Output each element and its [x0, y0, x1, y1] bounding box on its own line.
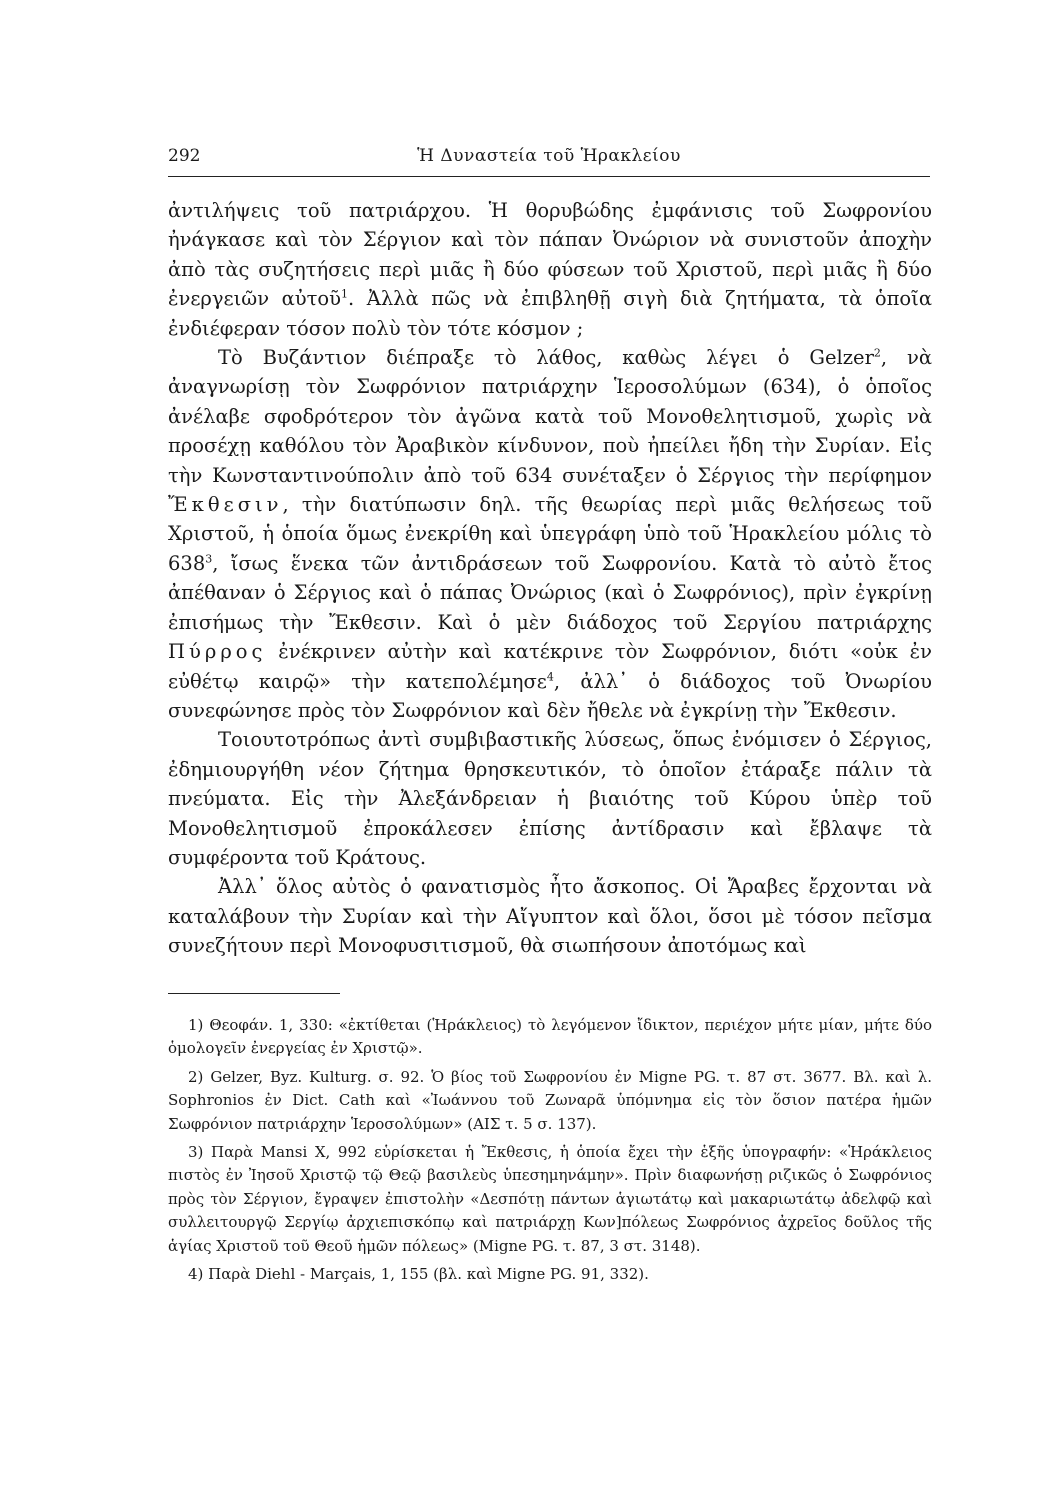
footnote-2: 2) Gelzer, Byz. Kulturg. σ. 92. Ὁ βίος τοῦ Σωφρονίου ἐν Migne PG. τ. 87 στ. 3677. Βλ. καὶ λ. Sophronios ἐν Dict. Cath καὶ «Ἰωάννου τοῦ Ζωναρᾶ ὑπόμνημα εἰς τὸν ὅσιον πατέρα ἡμῶν Σωφρόνιον πατριάρχην Ἱεροσολύμων» (ΑΙΣ τ. 5 σ. 137). — [168, 1067, 932, 1133]
paragraph-4: Ἀλλ᾿ ὅλος αὐτὸς ὁ φανατισμὸς ἦτο ἄσκοπος. Οἱ Ἄραβες ἔρχονται νὰ καταλάβουν τὴν Συρίαν καὶ τὴν Αἴγυπτον καὶ ὅλοι, ὅσοι μὲ τόσον πεῖσμα συνεζήτουν περὶ Μονοφυσιτισμοῦ, θὰ σιωπήσουν ἀποτόμως καὶ — [168, 875, 932, 958]
paragraph-2-text-d: , ἴσως ἕνεκα τῶν ἀντιδράσεων τοῦ Σωφρονίου. Κατὰ τὸ αὐτὸ ἔτος ἀπέθαναν ὁ Σέργιος καὶ ὁ πάπας Ὀνώριος (καὶ ὁ Σωφρόνιος), πρὶν ἐγκρίνῃ ἐπισήμως τὴν Ἔκθεσιν. Καὶ ὁ μὲν διάδοχος τοῦ Σεργίου πατριάρχης — [168, 551, 932, 634]
footnote-ref-2: 2 — [873, 346, 881, 360]
footnotes — [168, 1014, 932, 1291]
paragraph-1-text: ἀντιλήψεις τοῦ πατριάρχου. Ἡ θορυβώδης ἐμφάνισις τοῦ Σωφρονίου ἠνάγκασε καὶ τὸν Σέργιον καὶ τὸν πάπαν Ὀνώριον νὰ συνιστοῦν ἀποχὴν ἀπὸ τὰς συζητήσεις περὶ μιᾶς ἢ δύο φύσεων τοῦ Χριστοῦ, περὶ μιᾶς ἢ δύο ἐνεργειῶν αὐτοῦ — [168, 199, 932, 311]
paragraph-2-text-e: ἐνέκρινεν αὐτὴν καὶ κατέκρινε τὸν Σωφρόνιον, διότι «οὐκ ἐν εὐθέτῳ καιρῷ» τὴν κατεπολέμησε — [168, 640, 933, 693]
paragraph-2-text-a: Τὸ Βυζάντιον διέπραξε τὸ λάθος, καθὼς λέγει ὁ Gelzer — [218, 346, 874, 370]
paragraph-2-text-c: , τὴν διατύπωσιν δηλ. τῆς θεωρίας περὶ μιᾶς θελήσεως τοῦ Χριστοῦ, ἡ ὁποία ὅμως ἐνεκρίθη καὶ ὑπεγράφη ὑπὸ τοῦ Ἡρακλείου μόλις τὸ 638 — [168, 493, 932, 575]
ekthesin-term: Ἔκθεσιν — [168, 493, 283, 517]
footnote-ref-4: 4 — [546, 670, 554, 683]
paragraph-1 — [168, 196, 932, 343]
header-rule — [168, 176, 930, 177]
footnote-1: 1) Θεοφάν. 1, 330: «ἐκτίθεται (Ἡράκλειος) τὸ λεγόμενον ἴδικτον, περιέχον μήτε μίαν, μήτε δύο ὁμολογεῖν ἐνεργείας ἐν Χριστῷ». — [168, 1016, 932, 1058]
paragraph-2 — [168, 343, 932, 725]
paragraph-3: Τοιουτοτρόπως ἀντὶ συμβιβαστικῆς λύσεως, ὅπως ἐνόμισεν ὁ Σέργιος, ἐδημιουργήθη νέον ζήτημα θρησκευτικόν, τὸ ὁποῖον ἐτάραξε πάλιν τὰ πνεύματα. Εἰς τὴν Ἀλεξάνδρειαν ἡ βιαιότης τοῦ Κύρου ὑπὲρ τοῦ Μονοθελητισμοῦ ἐπροκάλεσεν ἐπίσης ἀντίδρασιν καὶ ἔβλαψε τὰ συμφέροντα τοῦ Κράτους. — [168, 728, 932, 869]
footnote-4: 4) Παρὰ Diehl - Marçais, 1, 155 (βλ. καὶ Migne PG. 91, 332). — [188, 1265, 649, 1284]
paragraph-2-text-f: , ἀλλ᾿ ὁ διάδοχος τοῦ Ὀνωρίου συνεφώνησε πρὸς τὸν Σωφρόνιον καὶ δὲν ἤθελε νὰ ἐγκρίνῃ τὴν Ἔκθεσιν. — [168, 669, 932, 722]
paragraph-1-text-b: . Ἀλλὰ πῶς νὰ ἐπιβληθῇ σιγὴ διὰ ζητήματα, τὰ ὁποῖα ἐνδιέφεραν τόσον πολὺ τὸν τότε κόσμον ; — [168, 287, 932, 340]
paragraph-2-text-b: , νὰ ἀναγνωρίσῃ τὸν Σωφρόνιον πατριάρχην Ἱεροσολύμων (634), ὁ ὁποῖος ἀνέλαβε σφοδρότερον τὸν ἀγῶνα κατὰ τοῦ Μονοθελητισμοῦ, χωρὶς νὰ προσέχῃ καθόλου τὸν Ἀραβικὸν κίνδυνον, ποὺ ἠπείλει ἤδη τὴν Συρίαν. Εἰς τὴν Κωνσταντινούπολιν ἀπὸ τοῦ 634 συνέταξεν ὁ Σέργιος τὴν περίφημον — [168, 346, 932, 487]
footnote-rule — [168, 993, 340, 994]
pyrrhos-name: Πύρρος — [168, 640, 267, 664]
running-title: Ἡ Δυναστεία τοῦ Ἡρακλείου — [417, 146, 681, 166]
footnote-ref-1: 1 — [341, 287, 348, 301]
body-text — [168, 196, 932, 961]
page-number: 292 — [168, 146, 201, 166]
footnote-ref-3: 3 — [205, 552, 213, 566]
page-header — [168, 146, 930, 176]
footnote-3: 3) Παρὰ Mansi X, 992 εὑρίσκεται ἡ Ἔκθεσις, ἡ ὁποία ἔχει τὴν ἑξῆς ὑπογραφήν: «Ἡράκλειος πιστὸς ἐν Ἰησοῦ Χριστῷ τῷ Θεῷ βασιλεὺς ὑπεσημηνάμην». Πρὶν διαφωνήσῃ ριζικῶς ὁ Σωφρόνιος πρὸς τὸν Σέργιον, ἔγραψεν ἐπιστολὴν «Δεσπότῃ πάντων ἁγιωτάτῳ καὶ μακαριωτάτῳ ἀδελφῷ καὶ συλλειτουργῷ Σεργίῳ ἀρχιεπισκόπῳ καὶ πατριάρχῃ Κων]πόλεως Σωφρόνιος ἀχρεῖος δοῦλος τῆς ἁγίας Χριστοῦ τοῦ Θεοῦ ἡμῶν πόλεως» (Migne PG. τ. 87, 3 στ. 3148). — [168, 1143, 932, 1255]
